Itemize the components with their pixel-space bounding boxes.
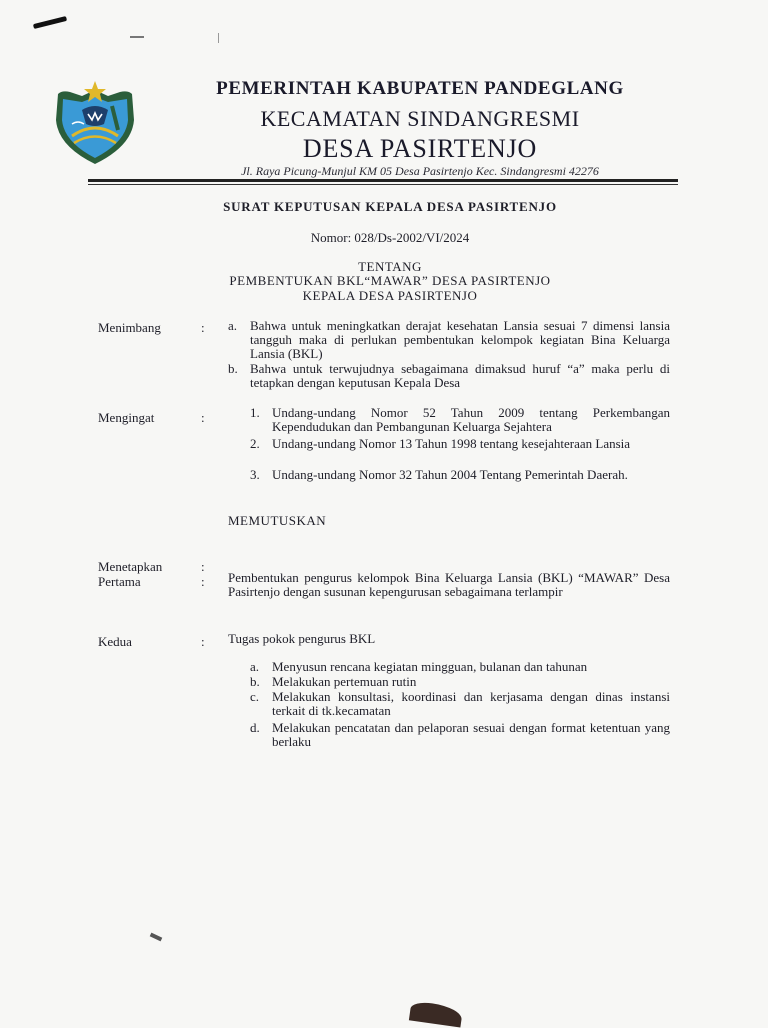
list-item-text: Melakukan konsultasi, koordinasi dan kerjasama dengan dinas instansi terkait di tk.kecamatan <box>272 689 670 718</box>
list-item-text: Bahwa untuk terwujudnya sebagaimana dimaksud huruf “a” maka perlu di tetapkan dengan keputusan Kepala Desa <box>250 361 670 390</box>
list-marker: 3. <box>250 467 260 482</box>
ink-speck <box>130 36 144 38</box>
pertama-text: Pembentukan pengurus kelompok Bina Keluarga Lansia (BKL) “MAWAR” Desa Pasirtenjo dengan susunan kepengurusan sebagaimana terlampir <box>228 570 670 599</box>
list-item-text: Melakukan pencatatan dan pelaporan sesuai dengan format ketentuan yang berlaku <box>272 720 670 749</box>
list-marker: c. <box>250 689 260 704</box>
ink-speck <box>150 933 163 942</box>
decree-issuer: KEPALA DESA PASIRTENJO <box>302 288 478 303</box>
list-item <box>250 689 670 718</box>
list-item <box>250 674 670 689</box>
list-marker: b. <box>250 674 260 689</box>
decree-title: SURAT KEPUTUSAN KEPALA DESA PASIRTENJO <box>223 199 557 214</box>
list-item-text: Undang-undang Nomor 52 Tahun 2009 tentang Perkembangan Kependudukan dan Pembangunan Keluarga Sejahtera <box>272 405 670 434</box>
list-item <box>250 436 670 451</box>
list-item <box>250 467 670 482</box>
list-item <box>250 659 670 674</box>
district-title: KECAMATAN SINDANGRESMI <box>260 106 580 131</box>
list-item-text: Melakukan pertemuan rutin <box>272 674 417 689</box>
decree-number: Nomor: 028/Ds-2002/VI/2024 <box>310 230 470 245</box>
ink-smudge <box>33 16 67 29</box>
finger-shadow <box>409 1000 463 1027</box>
header-rule-thick <box>88 179 678 182</box>
pandeglang-regency-emblem-icon <box>52 80 138 168</box>
list-item-text: Undang-undang Nomor 32 Tahun 2004 Tentang Pemerintah Daerah. <box>272 467 628 482</box>
government-title: PEMERINTAH KABUPATEN PANDEGLANG <box>216 78 624 99</box>
menimbang-label: Menimbang <box>98 320 161 335</box>
colon: : <box>201 320 205 335</box>
header-rule-thin <box>88 184 678 185</box>
colon: : <box>201 410 205 425</box>
list-marker: 1. <box>250 405 260 420</box>
list-item-text: Undang-undang Nomor 13 Tahun 1998 tentang kesejahteraan Lansia <box>272 436 631 451</box>
list-item-text: Bahwa untuk meningkatkan derajat kesehatan Lansia sesuai 7 dimensi lansia tangguh maka di perlukan pembentukan kelompok kegiatan Bina Keluarga Lansia (BKL) <box>250 318 670 361</box>
kedua-label: Kedua <box>98 634 132 649</box>
ink-speck <box>218 33 219 43</box>
list-item <box>228 361 670 390</box>
kedua-intro: Tugas pokok pengurus BKL <box>228 631 376 646</box>
pertama-label: Pertama <box>98 574 141 589</box>
list-marker: 2. <box>250 436 260 451</box>
village-title: DESA PASIRTENJO <box>302 134 538 163</box>
memutuskan-heading: MEMUTUSKAN <box>228 513 327 528</box>
colon: : <box>201 634 205 649</box>
menetapkan-label: Menetapkan <box>98 559 163 574</box>
list-marker: a. <box>250 659 260 674</box>
list-item <box>228 318 670 361</box>
colon: : <box>201 574 205 589</box>
list-marker: a. <box>228 318 238 333</box>
decree-subject: PEMBENTUKAN BKL“MAWAR” DESA PASIRTENJO <box>229 273 551 288</box>
colon: : <box>201 559 205 574</box>
address-line: Jl. Raya Picung-Munjul KM 05 Desa Pasirtenjo Kec. Sindangresmi 42276 <box>241 164 599 178</box>
list-item <box>250 405 670 434</box>
mengingat-label: Mengingat <box>98 410 155 425</box>
tentang-heading: TENTANG <box>358 259 422 274</box>
list-item <box>250 720 670 749</box>
list-item-text: Menyusun rencana kegiatan mingguan, bulanan dan tahunan <box>272 659 588 674</box>
list-marker: b. <box>228 361 238 376</box>
list-marker: d. <box>250 720 260 735</box>
